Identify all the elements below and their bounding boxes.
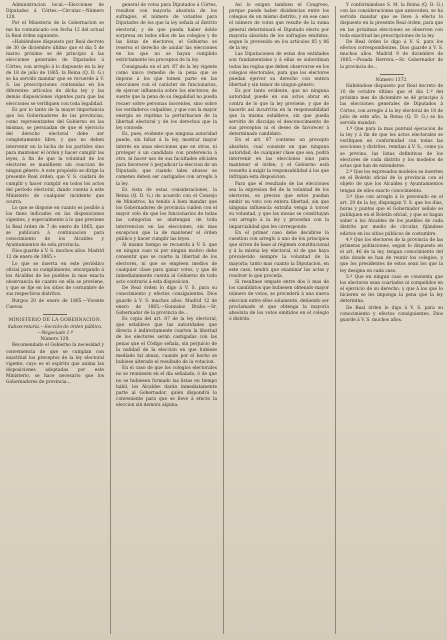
paragraph: Y conformándose S. M. la Reina (Q. D. G.) con las consideraciones que anteceden, se ha servido mandar que se lleve á efecto lo dispuesto en la presente Real órden, para que en las próximas elecciones se observen con toda exactitud las prescripciones de la ley. [340,3,443,39]
paragraph: Recomendado el Gobierno la necesidad y conveniencia de que se cumplan con exactitud los preceptos de la ley electoral vigente, cuyo es el espíritu que anima las disposiciones adoptadas por este Ministerio, se hace necesario que los Gobernadores de provincia... [6,343,104,386]
paragraph: En el primer caso debe decidirse la cuestion con arreglo á uno de los principios que sirven de base al régimen constitucional y á la misma ley electoral, el de que haya prevalecido siempre la voluntad de la mayoría; tanto mas cuanto la Diputacion, en este caso, tendrá que examinar las actas y resolver lo que proceda. [229,230,329,279]
paragraph: Lo que se dispone en cuanto es posible á los fines indicados en las disposiciones vigentes, y especialmente á lo que previene la Real órden de 7 de enero de 1865, que se publicará á continuacion para conocimiento de los Alcaldes y Ayuntamientos de esta provincia. [6,206,104,249]
paragraph: Si resultase empate entre dos ó mas de los candidatos que hubiesen obtenido mayor número de votos, se procederá á una nueva eleccion entre ellos solamente, debiendo ser proclamado el que obtenga la mayoría absoluta de los votos emitidos en el colegio ó distrito. [229,280,329,322]
paragraph: «Habiéndose dispuesto por Real decreto de 30 de diciembre último que el dia 5 de marzo próximo se dé principio á las elecciones generales de Diputados á Córtes, con arreglo á lo dispuesto en la ley de 18 de julio de 1865; la Reina (Q. D. G.) se ha servido mandar que se recuerde á V. S. las prescripciones contenidas en los diferentes artículos de dicha ley y las demás disposiciones vigentes para que las elecciones se verifiquen con toda legalidad. [6,39,104,107]
column-rule [335,6,336,634]
paragraph: De Real órden lo digo á V. S. para los efectos correspondientes. Dios guarde á V. S. muchos años. Madrid 9 de diciembre de 1865.—Posada Herrera.—Sr. Gobernador de la provincia de... [340,39,443,70]
paragraph: 5.º Que en ningun caso se consienta que los electores sean coartados ni compelidos en el ejercicio de su derecho, y que á los que lo hicieren se les imponga la pena que la ley determina. [340,274,443,305]
paragraph: Dios guarde á V. S. muchos años. Madrid 12 de enero de 1865.» [6,249,104,261]
center-text: Número 1372. [375,77,408,83]
paragraph: Es por tanto evidente, que no ninguna autoridad puede en sus actos obrar en contra de lo que la ley previene, y que de hacerlo así incurriria en la responsabilidad que la misma establece, sin que pueda servirle de disculpa el desconocimiento de sus preceptos ni el deseo de favorecer á determinado candidato. [229,89,329,138]
paragraph: En el caso de que los colegios electorales no se reuniesen en el dia señalado, ó de que no se hubiesen formado las listas en tiempo hábil, los Alcaldes darán inmediatamente parte al Gobernador, quien dispondrá lo conveniente para que se lleve á efecto la eleccion sin demora alguna. [116,366,217,409]
column-4 [337,0,445,640]
paragraph: Por el Ministerio de la Gobernacion se me ha comunicado con fecha 12 del actual la Real órden siguiente: [6,21,104,39]
paragraph: Burgos 20 de enero de 1865.—Vicente Cuevas. [6,298,104,310]
paragraph: 3.º Que con arreglo á lo prevenido en el art. 20 de la ley, dispongan V. S. que los dias, horas y puntos que el Gobernador señale se publiquen en el Boletín oficial, y que se hagan saber á los Alcaldes de los pueblos de cada distrito por medio de circular, fijándose edictos en los sitios públicos de costumbre. [340,194,443,237]
column-3 [226,0,333,640]
paragraph: En el art. 87 contiene un precepto absoluto, cual consiste en que ninguna autoridad, de cualquier clase que sea, podrá intervenir en las elecciones sino para mantener el órden; y el Gobierno está resuelto á exigir la responsabilidad á los que infrinjan esta disposicion. [229,138,329,181]
paragraph: De Real órden lo digo á V. S. para su conocimiento y efectos consiguientes. Dios guarde á V. S. muchos años. [340,305,443,323]
paragraph: Las Diputaciones de estas dos entidades son fundamentales y á ellas se subordinan todas las reglas que deben observarse en los colegios electorales, para que los electores puedan ejercer su derecho con entera libertad y sin temor de ningun género. [229,52,329,89]
paragraph: Así lo exigen tambien el Congreso, porque puede haber disidencias entre los colegios de un mismo distrito, y en ese caso el número de votos que resulte de la suma general determinará el Diputado electo por mayoría absoluta de los sufragios emitidos, segun lo prevenido en los artículos 85 y 86 de la ley. [229,3,329,52]
section-separator [43,314,67,315]
column-2 [113,0,221,640]
paragraph: 4.º Que los electores de la provincia de las primeras poblaciones, segun lo dispuesto en el art. 46 de la ley, tengan conocimiento del sitio donde se han de reunir los colegios, y que los presidentes de estos sean los que la ley designa en cada caso. [340,237,443,274]
paragraph: 2.º Que los expresados modelos se inserten en el Boletín oficial de la provincia con el objeto de que los Alcaldes y Ayuntamientos tengan de ellos exacto conocimiento. [340,170,443,194]
paragraph: Es vista de estas consideraciones, la Reina (Q. D. G.) de acuerdo con el Consejo de Ministros, ha tenido á bien mandar que los Gobernadores de provincia cuiden con el mayor celo de que los funcionarios de todas las categorías se abstengan de toda intervencion en las elecciones, sin mas excepcion que la de mantener el órden público y hacer cumplir las leyes. [116,187,217,242]
paragraph: Para que el resultado de las elecciones sea la expresion fiel de la voluntad de los electores, es preciso que estos puedan emitir su voto con entera libertad, sin que ninguna influencia extraña venga á torcer su voluntad, y que las mesas se constituyan con arreglo á la ley y procedan con la imparcialidad que les corresponde. [229,181,329,230]
paragraph: Es por lo tanto de la mayor importancia que los Gobernadores de las provincias, como representantes del Gobierno en las mismas, se persuadan de que el ejercicio del derecho electoral debe ser completamente libre, y que no deben intervenir en la lucha de los partidos sino para mantener el órden y hacer cumplir las leyes, á fin de que la voluntad de los electores se manifieste sin coaccion de ningun género. A este propósito se dirige la presente Real órden, que V. S. cuidará de cumplir y hacer cumplir en todos los actos del período electoral, dando cuenta á este Ministerio de cualquier incidente que ocurra. [6,107,104,205]
paragraph: 1.º Que para la mas puntual ejecucion de la ley y á fin de que los actos electorales se verifiquen en conformidad con todas las secciones y distritos, remitan á V. S., como ya se previno, las listas definitivas de los electores de cada distrito y los modelos de actas que han de extenderse. [340,126,443,169]
column-rule [223,6,224,634]
paragraph: Es, pues, evidente que ninguna autoridad puede, sin faltar á la ley, mostrar mayor interés en unas elecciones que en otras, ni proteger á un candidato con preferencia á otro, ni hacer uso de sus facultades oficiales para favorecer ó perjudicar la eleccion de un Diputado; que cuando tales abusos se cometen deben ser castigados con arreglo á la ley. [116,132,217,187]
section-separator [380,74,404,75]
paragraph: general de votos para Diputados á Córtes, resulten con mayoría absoluta de los sufragios, el número de votantes para Diputados de los que la ley señala al distrito electoral; y de que pueda haber doble sorpresa en todos ellos de las colegios y de las listas de electores, el Gobierno se reserva el derecho de anular las elecciones en los que no se hayan cumplido estrictamente los preceptos de la ley. [116,3,217,64]
column-rule [110,6,111,634]
paragraph: Habiéndose dispuesto por Real decreto de 10 de octubre último que el dia 1.º del próximo mes de diciembre se dé principio á las elecciones generales de Diputados á Córtes, con arreglo á la ley electoral de 18 de julio de este año, la Reina (Q. D. G.) se ha servido mandar: [340,83,443,126]
paragraph: Al mismo tiempo se recuerda á V. S. que en ningun caso ni por ningun motivo debe consentir que se coarte la libertad de los electores, ni que se empleen medios de cualquier clase para ganar votos, y que dé inmediatamente cuenta al Gobierno de todo acto contrario á esta disposicion. [116,243,217,286]
heading-text: MINISTERIO DE LA GOBERNACION. [8,317,102,323]
paragraph: Consignado en el art. 87 de la ley vigente como único remedio de la pena que se impone á los que tomen parte en las elecciones con el carácter de funcionarios, de ejercer influencia sobre los electores; de suerte que la pena de su ilegalidad no pueda recaer sobre personas inocentes, sino sobre los verdaderos culpables, y que con la mayor energía se reprima la perturbacion de la libertad electoral y de los derechos que la ley concede. [116,64,217,132]
subhead-text: Subsecretaría.—Sección de órden público.—Negociado 1.º [7,324,103,337]
column-1 [4,0,108,640]
center-text: Número 129. [40,337,70,343]
paragraph: Es copia del art. 87 de la ley electoral, que establece que las autoridades que directa ó indirectamente coarten la libertad de los electores serán castigadas con las penas que el Código señala, sin perjuicio de la nulidad de la eleccion en que hubiese mediado tal abuso, cuando por el hecho se hubiese alterado el resultado de la votacion. [116,316,217,366]
paragraph: Administracion local.—Elecciones de Diputados á Córtes.—Circular.—Número 128. [6,3,104,21]
paragraph: De Real órden lo digo á V. S. para su conocimiento y efectos consiguientes. Dios guarde á V. S. muchos años. Madrid 12 de enero de 1865.—Gonzalez Brabo.—Sr. Gobernador de la provincia de... [116,286,217,316]
paragraph: Lo que se inserta en este periódico oficial para su cumplimiento, encargando á los Alcaldes de los pueblos la mas exacta observancia de cuanto en ella se previene, y que se fije en los sitios de costumbre de sus respectivos distritos. [6,261,104,298]
